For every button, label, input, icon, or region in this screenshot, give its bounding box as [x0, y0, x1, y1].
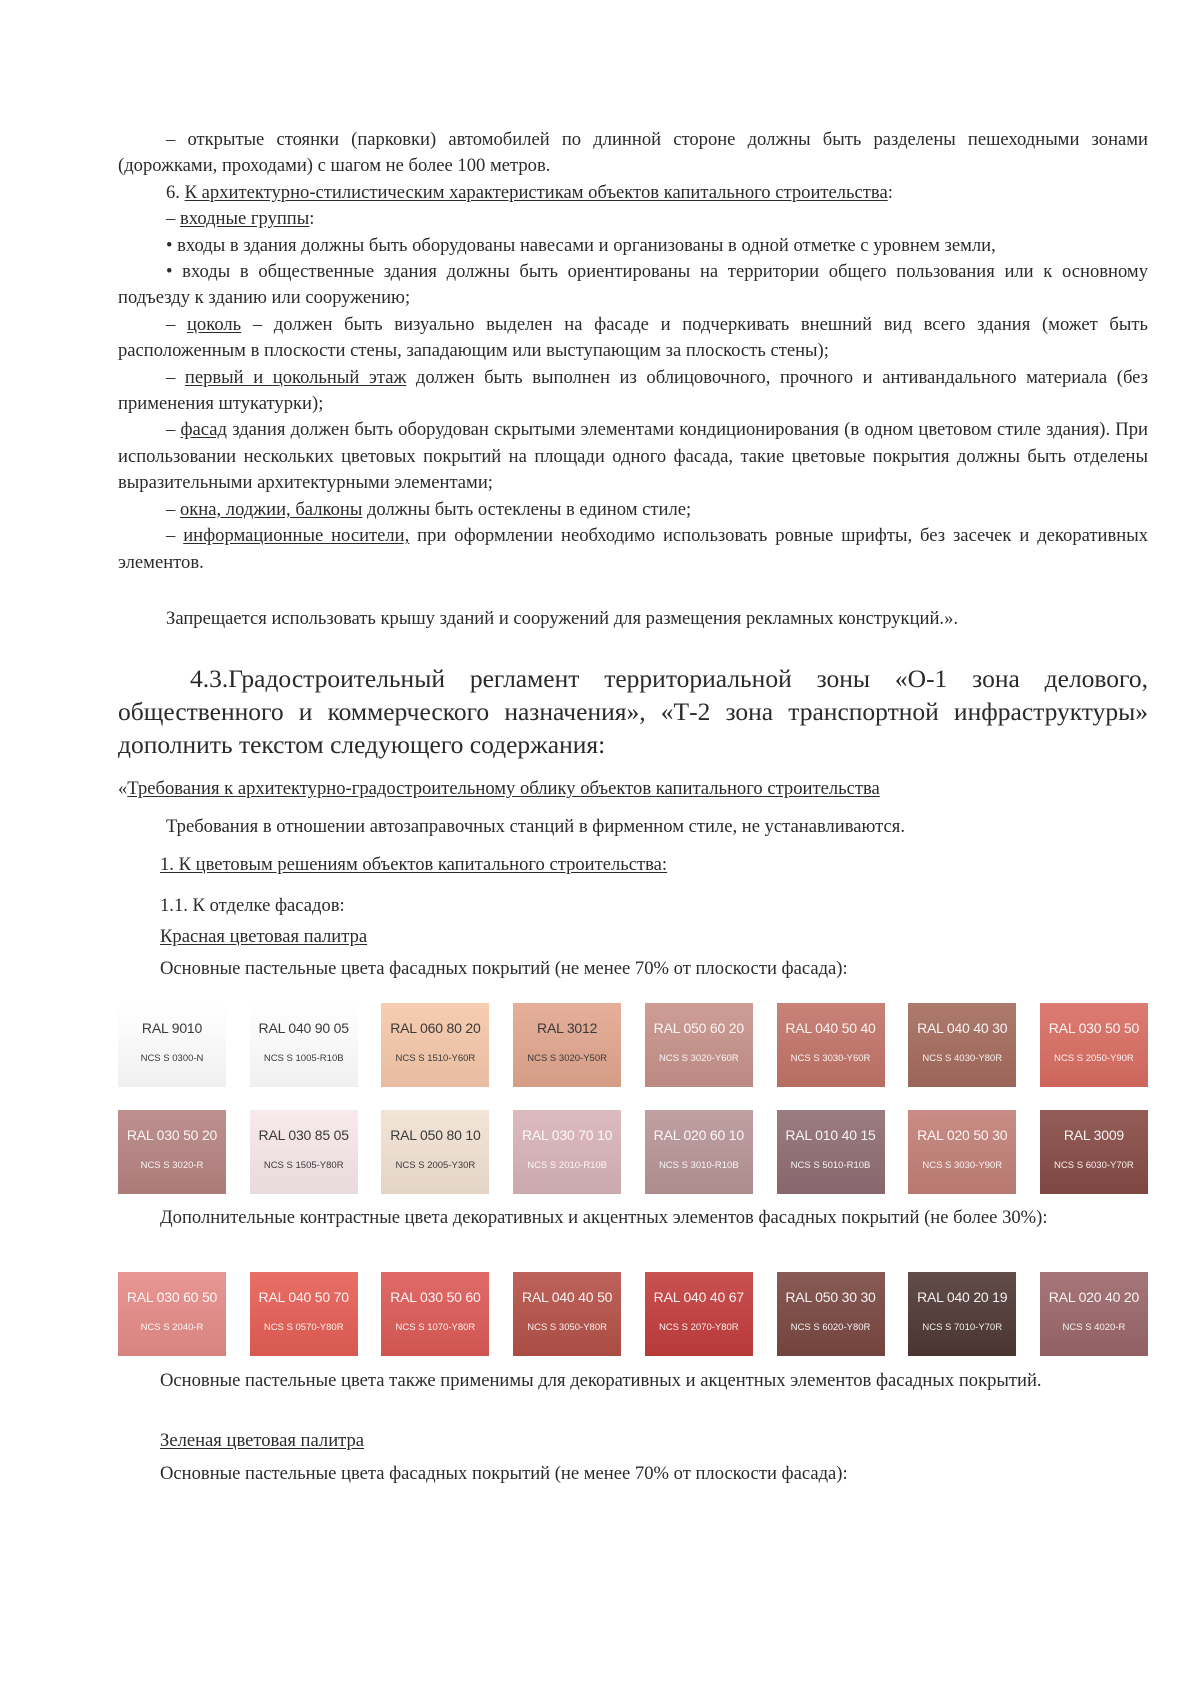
ral-code: RAL 060 80 20 [390, 1020, 481, 1036]
ncs-code: NCS S 4020-R [1062, 1322, 1126, 1333]
windows-label: окна, лоджии, балконы [179, 498, 363, 520]
facade-label: фасад [180, 419, 227, 441]
ncs-code: NCS S 3050-Y80R [527, 1322, 607, 1333]
ral-code: RAL 040 50 40 [785, 1020, 876, 1036]
color-swatch [118, 1272, 226, 1356]
ncs-code: NCS S 1005-R10B [263, 1053, 344, 1064]
ncs-code: NCS S 2040-R [140, 1322, 204, 1333]
ncs-code: NCS S 2005-Y30R [395, 1160, 476, 1171]
ncs-code: NCS S 3020-R [140, 1160, 204, 1171]
color-swatch [777, 1003, 885, 1087]
ral-code: RAL 020 60 10 [653, 1127, 744, 1143]
swatch-row-2 [118, 1110, 1148, 1194]
color-swatch [513, 1110, 621, 1194]
color-swatch [250, 1272, 358, 1356]
ral-code: RAL 3009 [1063, 1127, 1124, 1143]
ncs-code: NCS S 6030-Y70R [1054, 1160, 1134, 1171]
ral-code: RAL 9010 [141, 1020, 203, 1036]
ral-code: RAL 040 20 19 [917, 1289, 1008, 1305]
ncs-code: NCS S 2050-Y90R [1054, 1053, 1134, 1064]
contrast-colors-label: Дополнительные контрастные цвета декоративных и акцентных элементов фасадных покрытий (не более 30%): [160, 1207, 1048, 1228]
item-6-label: К архитектурно-стилистическим характеристикам объектов капитального строительства [184, 181, 888, 203]
color-swatch [777, 1110, 885, 1194]
ral-code: RAL 050 60 20 [653, 1020, 744, 1036]
color-swatch [250, 1110, 358, 1194]
entry-groups-line: – входные группы: [166, 208, 315, 230]
ral-code: RAL 030 60 50 [126, 1289, 218, 1305]
plinth-label: цоколь [186, 313, 242, 335]
green-main-colors-label: Основные пастельные цвета фасадных покрытий (не менее 70% от плоскости фасада): [160, 1463, 848, 1484]
color-swatch [118, 1110, 226, 1194]
ral-code: RAL 050 80 10 [390, 1127, 481, 1143]
pastel-note: Основные пастельные цвета также применимы для декоративных и акцентных элементов фасадных покрытий. [160, 1370, 1042, 1391]
ncs-code: NCS S 2070-Y80R [658, 1322, 739, 1333]
gas-stations-note: Требования в отношении автозаправочных станций в фирменном стиле, не устанавливаются. [166, 816, 905, 837]
ncs-code: NCS S 3020-Y50R [527, 1053, 607, 1064]
color-swatch [908, 1003, 1016, 1087]
ncs-code: NCS S 2010-R10B [527, 1160, 607, 1171]
info-carriers-label: информационные носители, [183, 525, 410, 547]
color-swatch [1040, 1003, 1148, 1087]
ncs-code: NCS S 0300-N [140, 1053, 204, 1064]
color-swatch [1040, 1110, 1148, 1194]
body-text [118, 127, 1148, 632]
color-swatch [513, 1272, 621, 1356]
ncs-code: NCS S 3010-R10B [658, 1160, 739, 1171]
color-swatch [381, 1110, 489, 1194]
ral-code: RAL 030 85 05 [258, 1127, 349, 1143]
color-solutions-heading: 1. К цветовым решениям объектов капитального строительства: [160, 854, 668, 875]
ral-code: RAL 030 70 10 [521, 1127, 613, 1143]
ncs-code: NCS S 7010-Y70R [922, 1322, 1003, 1333]
color-swatch [645, 1003, 753, 1087]
color-swatch [908, 1110, 1016, 1194]
ral-code: RAL 030 50 60 [390, 1289, 481, 1305]
ncs-code: NCS S 3020-Y60R [658, 1053, 739, 1064]
color-swatch [381, 1272, 489, 1356]
ncs-code: NCS S 4030-Y80R [922, 1053, 1003, 1064]
entry-bullet-2: • входы в общественные здания должны быть ориентированы на территории общего пользования или к основному подъезду к зданию или сооружению; [118, 261, 1148, 309]
ral-code: RAL 040 40 50 [521, 1289, 613, 1305]
info-carriers-paragraph: – информационные носители, при оформлении необходимо использовать ровные шрифты, без засечек и декоративных элементов. [118, 525, 1148, 573]
first-floor-paragraph: – первый и цокольный этаж должен быть выполнен из облицовочного, прочного и антивандального материала (без применения штукатурки); [118, 366, 1148, 415]
main-colors-label: Основные пастельные цвета фасадных покрытий (не менее 70% от плоскости фасада): [160, 958, 848, 979]
green-palette-label: Зеленая цветовая палитра [160, 1430, 365, 1451]
swatch-row-1 [118, 1003, 1148, 1087]
swatch-row-3 [118, 1272, 1148, 1356]
ral-code: RAL 040 90 05 [258, 1020, 349, 1036]
ral-code: RAL 020 40 20 [1048, 1289, 1140, 1305]
facade-paragraph: – фасад здания должен быть оборудован скрытыми элементами кондиционирования (в одном цветовом стиле здания). При использовании нескольких цветовых покрытий на площади одного фасада, такие цветовые покрытия должны быть отделены выразительными архитектурными элементами; [118, 419, 1148, 494]
color-swatch [250, 1003, 358, 1087]
color-swatch [777, 1272, 885, 1356]
ral-code: RAL 010 40 15 [785, 1127, 876, 1143]
windows-paragraph: – окна, лоджии, балконы должны быть остеклены в едином стиле; [166, 498, 692, 520]
ncs-code: NCS S 3030-Y60R [790, 1053, 871, 1064]
ncs-code: NCS S 5010-R10B [790, 1160, 871, 1171]
ncs-code: NCS S 1070-Y80R [395, 1322, 476, 1333]
ncs-code: NCS S 1510-Y60R [395, 1053, 476, 1064]
item-6: 6. К архитектурно-стилистическим характеристикам объектов капитального строительства: [166, 181, 893, 203]
ncs-code: NCS S 3030-Y90R [922, 1160, 1003, 1171]
color-swatch [1040, 1272, 1148, 1356]
entry-groups-label: входные группы [179, 208, 310, 230]
ral-code: RAL 3012 [537, 1020, 598, 1036]
ncs-code: NCS S 6020-Y80R [790, 1322, 871, 1333]
color-swatch [645, 1110, 753, 1194]
entry-bullet-1: • входы в здания должны быть оборудованы навесами и организованы в одной отметке с уровнем земли, [166, 234, 996, 256]
ral-code: RAL 040 50 70 [258, 1289, 349, 1305]
advertising-notice: Запрещается использовать крышу зданий и сооружений для размещения рекламных конструкций.». [166, 607, 959, 629]
ral-code: RAL 020 50 30 [917, 1127, 1008, 1143]
color-swatch [645, 1272, 753, 1356]
ncs-code: NCS S 0570-Y80R [263, 1322, 344, 1333]
parking-paragraph: – открытые стоянки (парковки) автомобилей по длинной стороне должны быть разделены пешеходными зонами (дорожками, проходами) с шагом не более 100 метров. [118, 129, 1148, 177]
color-swatch [513, 1003, 621, 1087]
color-swatch [118, 1003, 226, 1087]
red-palette-label: Красная цветовая палитра [160, 926, 368, 947]
color-swatch [381, 1003, 489, 1087]
ral-code: RAL 040 40 67 [653, 1289, 744, 1305]
color-swatch [908, 1272, 1016, 1356]
first-floor-label: первый и цокольный этаж [184, 366, 407, 388]
ral-code: RAL 030 50 20 [126, 1127, 218, 1143]
plinth-paragraph: – цоколь – должен быть визуально выделен на фасаде и подчеркивать внешний вид всего здания (может быть расположенным в плоскости стены, западающим или выступающим за плоскость стены); [118, 313, 1148, 362]
facade-finish-heading: 1.1. К отделке фасадов: [160, 895, 345, 916]
ral-code: RAL 040 40 30 [917, 1020, 1008, 1036]
ral-code: RAL 030 50 50 [1048, 1020, 1140, 1036]
regulation-heading: 4.3.Градостроительный регламент территориальной зоны «О-1 зона делового, общественного и коммерческого назначения», «Т-2 зона транспортной инфраструктуры» дополнить текстом следующего содержания: [118, 664, 1148, 759]
requirements-title-text: Требования к архитектурно-градостроительному облику объектов капитального строительства [127, 778, 880, 799]
requirements-title: «Требования к архитектурно-градостроительному облику объектов капитального строительства [118, 778, 880, 799]
ncs-code: NCS S 1505-Y80R [263, 1160, 344, 1171]
ral-code: RAL 050 30 30 [785, 1289, 876, 1305]
